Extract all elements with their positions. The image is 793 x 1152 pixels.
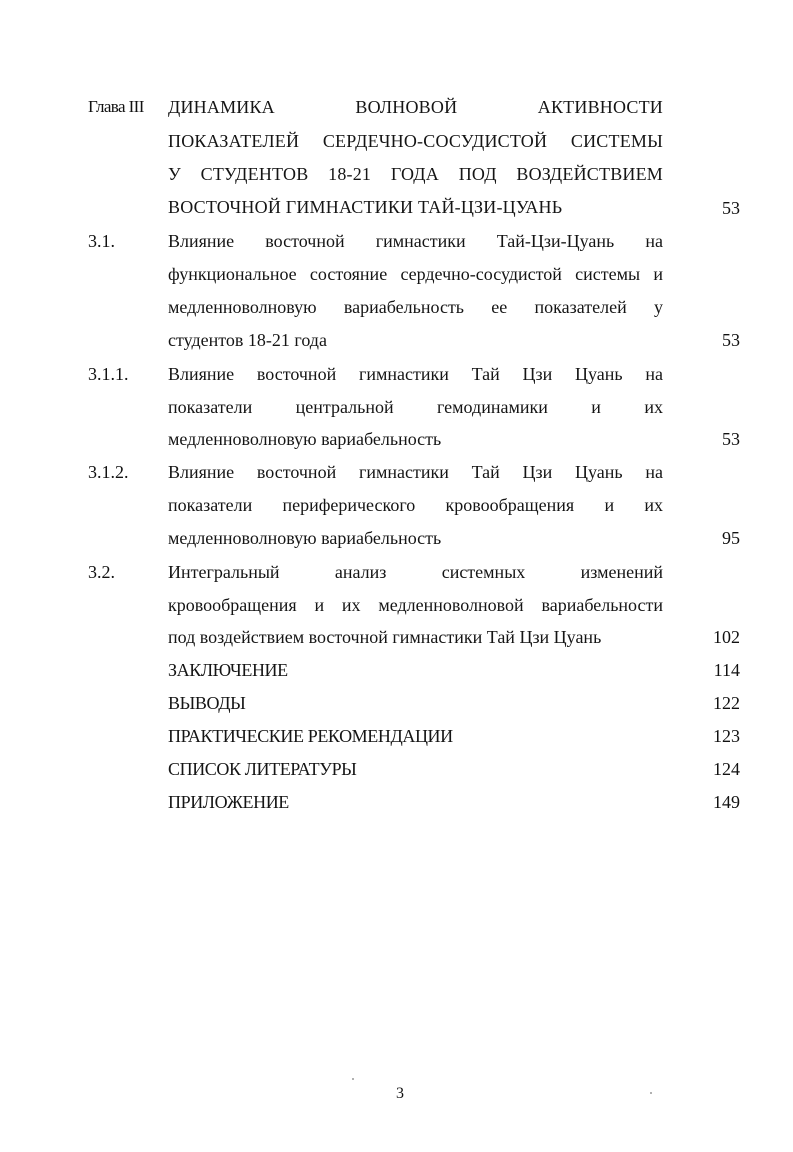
section-3-1-1-number: 3.1.1. bbox=[88, 364, 129, 384]
section-3-1-line-2: функциональное состояние сердечно-сосудистой системы и bbox=[168, 264, 663, 284]
footer-page-number: 3 bbox=[396, 1085, 404, 1102]
section-3-1-line-3: медленноволновую вариабельность ее показателей у bbox=[168, 297, 663, 317]
section-3-1-line-1: Влияние восточной гимнастики Тай-Цзи-Цуань на bbox=[168, 231, 663, 251]
toc-entry-findings-page: 122 bbox=[713, 693, 740, 713]
section-3-2-line-3: под воздействием восточной гимнастики Тай Цзи Цуань bbox=[168, 627, 602, 647]
chapter-title-line-4: ВОСТОЧНОЙ ГИМНАСТИКИ ТАЙ-ЦЗИ-ЦУАНЬ bbox=[168, 197, 563, 217]
toc-entry-recommendations-page: 123 bbox=[713, 726, 740, 746]
chapter-label: Глава III bbox=[88, 97, 144, 116]
section-3-1-2-number: 3.1.2. bbox=[88, 462, 129, 482]
scan-speck bbox=[352, 1078, 354, 1080]
toc-entry-findings: ВЫВОДЫ bbox=[168, 693, 246, 713]
section-3-1-1-line-3: медленноволновую вариабельность bbox=[168, 429, 442, 449]
toc-entry-conclusion: ЗАКЛЮЧЕНИЕ bbox=[168, 660, 288, 680]
toc-entry-appendix: ПРИЛОЖЕНИЕ bbox=[168, 792, 289, 812]
section-3-1-line-4: студентов 18-21 года bbox=[168, 330, 327, 350]
toc-entry-appendix-page: 149 bbox=[713, 792, 740, 812]
section-3-2-line-2: кровообращения и их медленноволновой вариабельности bbox=[168, 595, 663, 615]
chapter-title-line-2: ПОКАЗАТЕЛЕЙ СЕРДЕЧНО-СОСУДИСТОЙ СИСТЕМЫ bbox=[168, 131, 663, 151]
section-3-1-2-line-1: Влияние восточной гимнастики Тай Цзи Цуань на bbox=[168, 462, 663, 482]
toc-entry-references: СПИСОК ЛИТЕРАТУРЫ bbox=[168, 759, 357, 779]
toc-entry-references-page: 124 bbox=[713, 759, 740, 779]
chapter-page-number: 53 bbox=[722, 198, 740, 218]
toc-entry-conclusion-page: 114 bbox=[713, 660, 740, 680]
section-3-1-2-line-3: медленноволновую вариабельность bbox=[168, 528, 442, 548]
section-3-1-page-number: 53 bbox=[722, 330, 740, 350]
section-3-1-1-page-number: 53 bbox=[722, 429, 740, 449]
section-3-1-1-line-1: Влияние восточной гимнастики Тай Цзи Цуань на bbox=[168, 364, 663, 384]
chapter-title-line-3: У СТУДЕНТОВ 18-21 ГОДА ПОД ВОЗДЕЙСТВИЕМ bbox=[168, 164, 663, 184]
section-3-1-number: 3.1. bbox=[88, 231, 115, 251]
chapter-title-line-1: ДИНАМИКА ВОЛНОВОЙ АКТИВНОСТИ bbox=[168, 97, 663, 117]
toc-entry-recommendations: ПРАКТИЧЕСКИЕ РЕКОМЕНДАЦИИ bbox=[168, 726, 453, 746]
section-3-2-number: 3.2. bbox=[88, 562, 115, 582]
scan-speck bbox=[650, 1092, 652, 1094]
section-3-2-page-number: 102 bbox=[713, 627, 740, 647]
section-3-1-1-line-2: показатели центральной гемодинамики и их bbox=[168, 397, 663, 417]
section-3-2-line-1: Интегральный анализ системных изменений bbox=[168, 562, 663, 582]
section-3-1-2-page-number: 95 bbox=[722, 528, 740, 548]
section-3-1-2-line-2: показатели периферического кровообращения и их bbox=[168, 495, 663, 515]
